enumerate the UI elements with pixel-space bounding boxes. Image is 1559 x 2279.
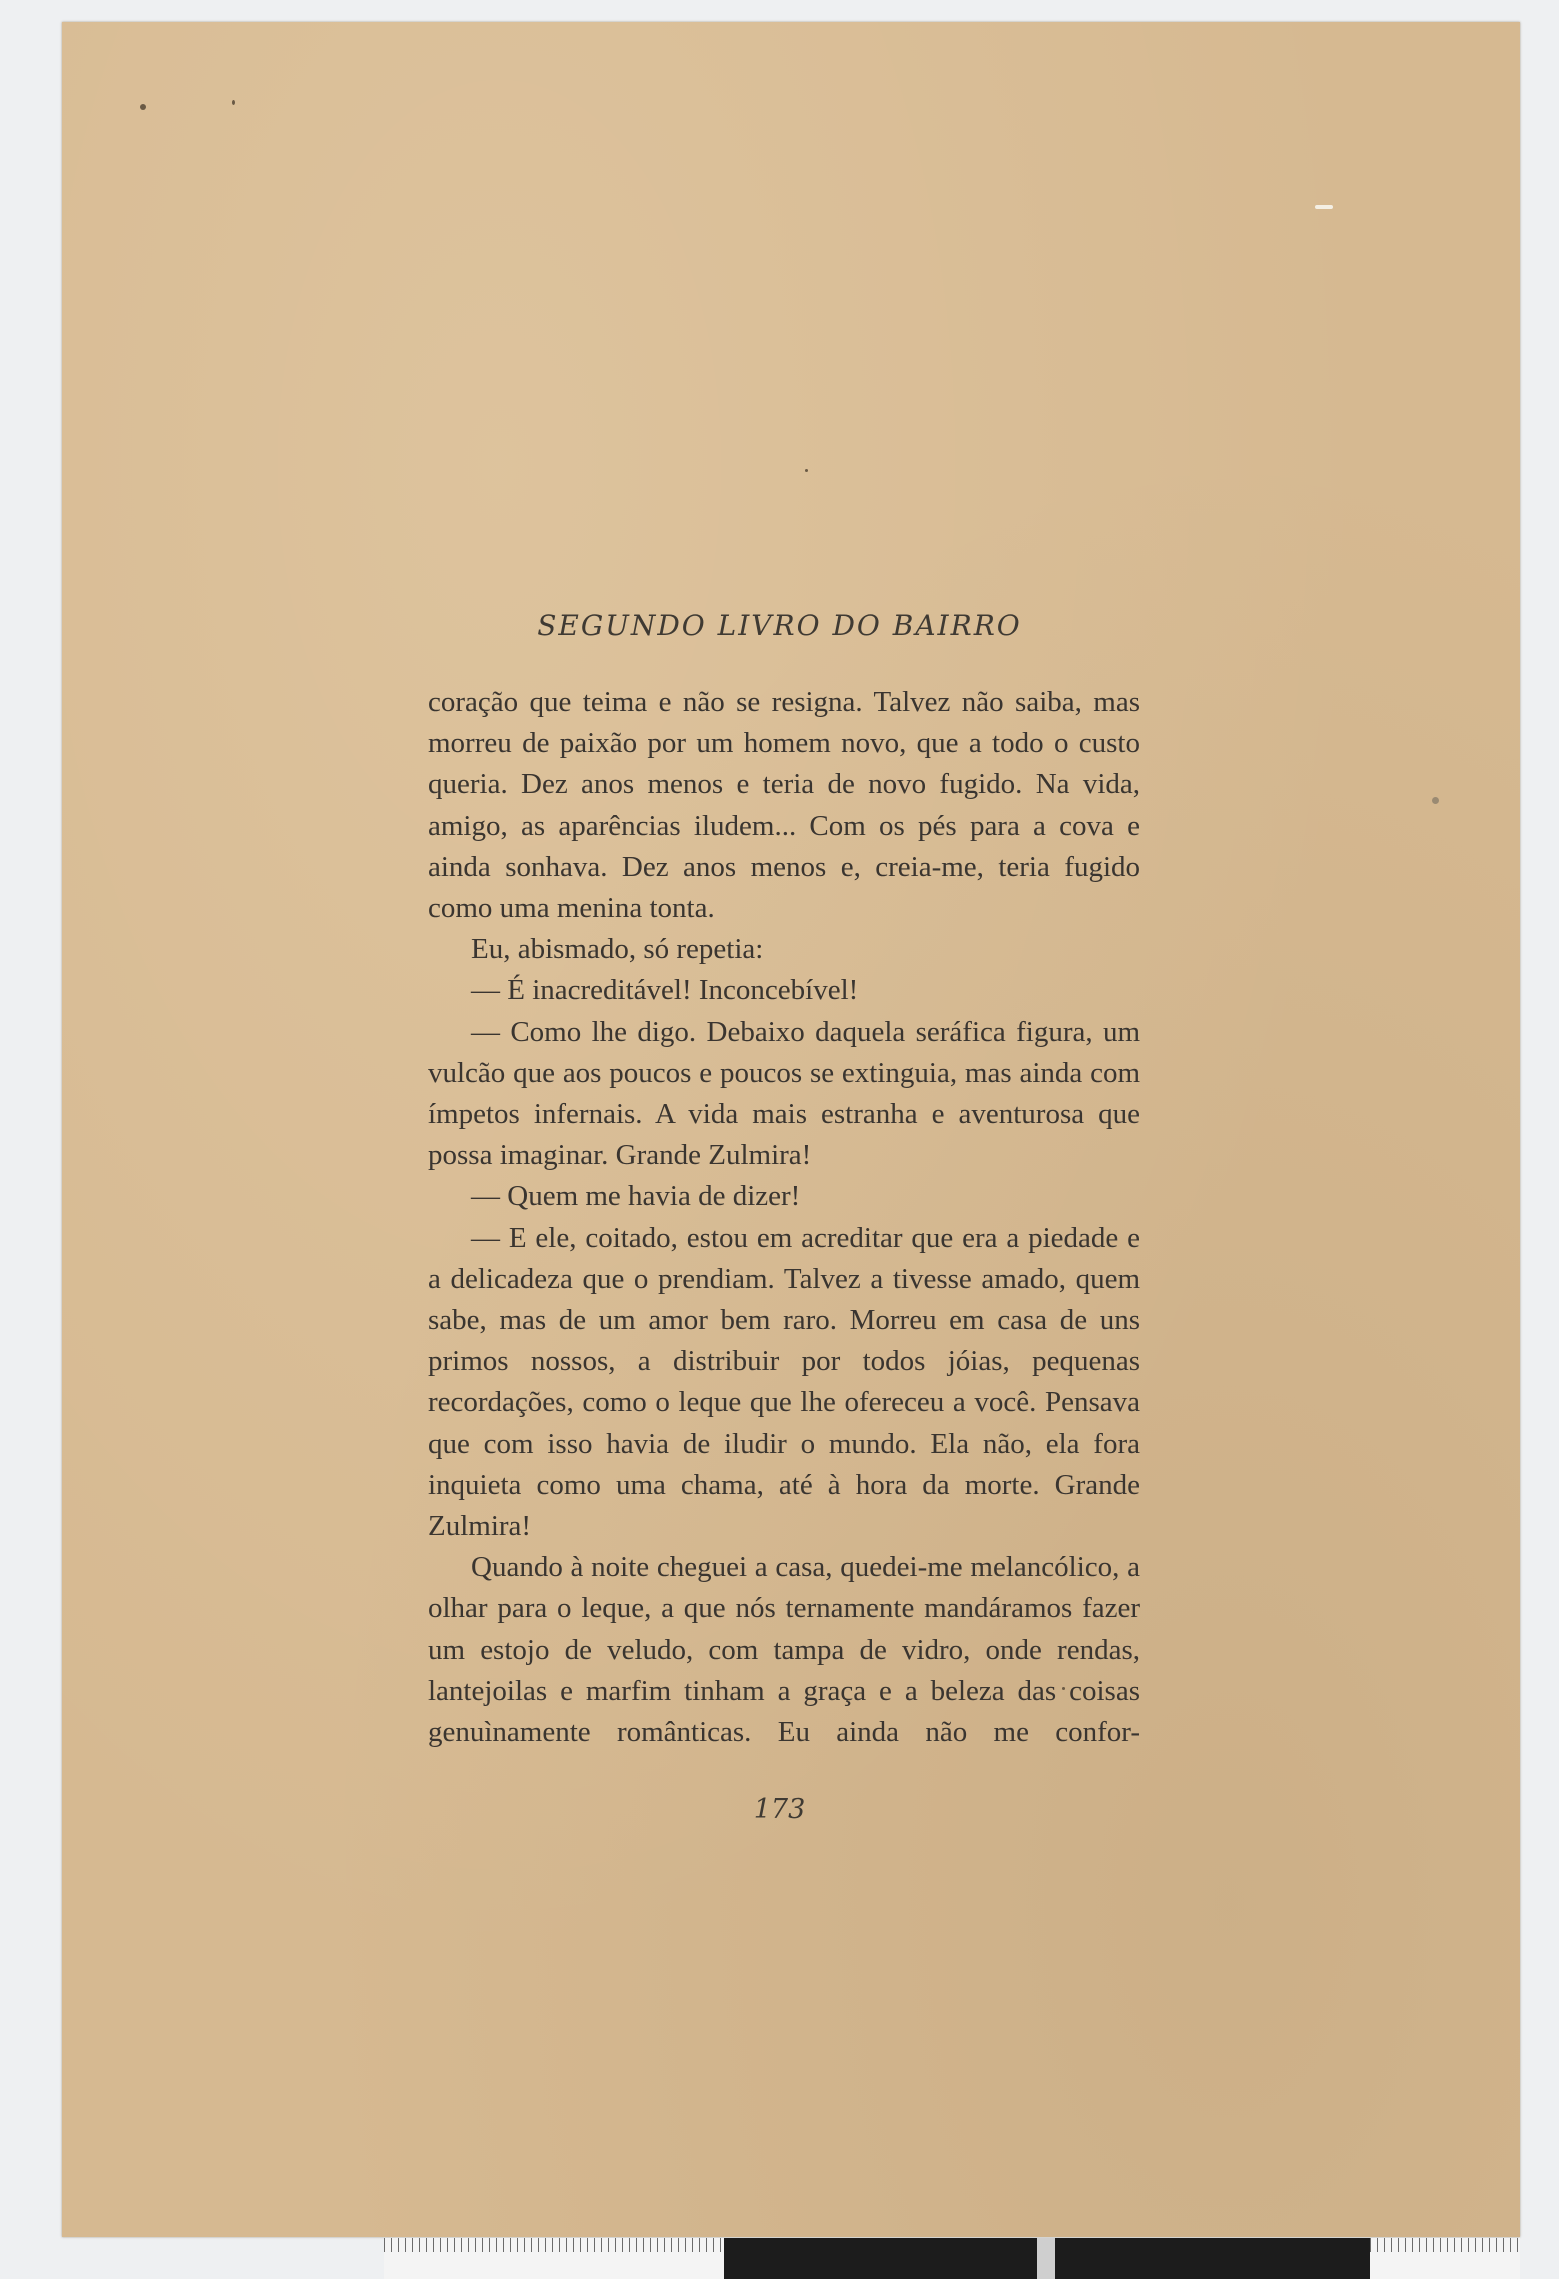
scale-ruler (1370, 2238, 1520, 2279)
running-head: SEGUNDO LIVRO DO BAIRRO (537, 609, 1022, 642)
paragraph: — Como lhe digo. Debaixo daquela seráfica figura, um vulcão que aos poucos e poucos se extinguia, mas ainda com ímpetos infernais. A vida mais estranha e aventurosa que possa imaginar. Grande Zulmira! (428, 1015, 1140, 1172)
paragraph: — Quem me havia de dizer! (471, 1180, 801, 1213)
paragraph: coração que teima e não se resigna. Talvez não saiba, mas morreu de paixão por um homem novo, que a todo o custo queria. Dez anos menos e teria de novo fugido. Na vida, amigo, as aparências iludem... Com os pés para a cova e ainda sonhava. Dez anos menos e, creia-me, teria fugido como uma menina tonta. (428, 686, 1140, 925)
color-patch-black (724, 2238, 1037, 2279)
paragraph: Quando à noite cheguei a casa, quedei-me melancólico, a olhar para o leque, a que nós ternamente mandáramos fazer um estojo de veludo, com tampa de vidro, onde rendas, lantejoilas e marfim tinham a graça e a beleza das coisas genuìnamente românticas. Eu ainda não me confor- (428, 1551, 1140, 1749)
paper-speck (140, 104, 146, 110)
paper-speck (1315, 205, 1333, 209)
paragraph: — E ele, coitado, estou em acreditar que era a piedade e a delicadeza que o prendiam. Talvez a tivesse amado, quem sabe, mas de um amor bem raro. Morreu em casa de uns primos nossos, a distribuir por todos jóias, pequenas recordações, como o leque que lhe ofereceu a você. Pensava que com isso havia de iludir o mundo. Ela não, ela fora inquieta como uma chama, até à hora da morte. Grande Zulmira! (428, 1221, 1140, 1543)
page-number: 173 (753, 1794, 806, 1825)
color-patch-grey (1037, 2238, 1055, 2279)
paragraph: Eu, abismado, só repetia: (471, 933, 764, 966)
paper-speck (232, 100, 235, 105)
body-text (428, 682, 1140, 1753)
paper-speck (805, 469, 808, 472)
paper-speck (1432, 797, 1439, 804)
scale-ruler (384, 2238, 724, 2279)
color-patch-black (1055, 2238, 1370, 2279)
paragraph: — É inacreditável! Inconcebível! (471, 974, 859, 1007)
